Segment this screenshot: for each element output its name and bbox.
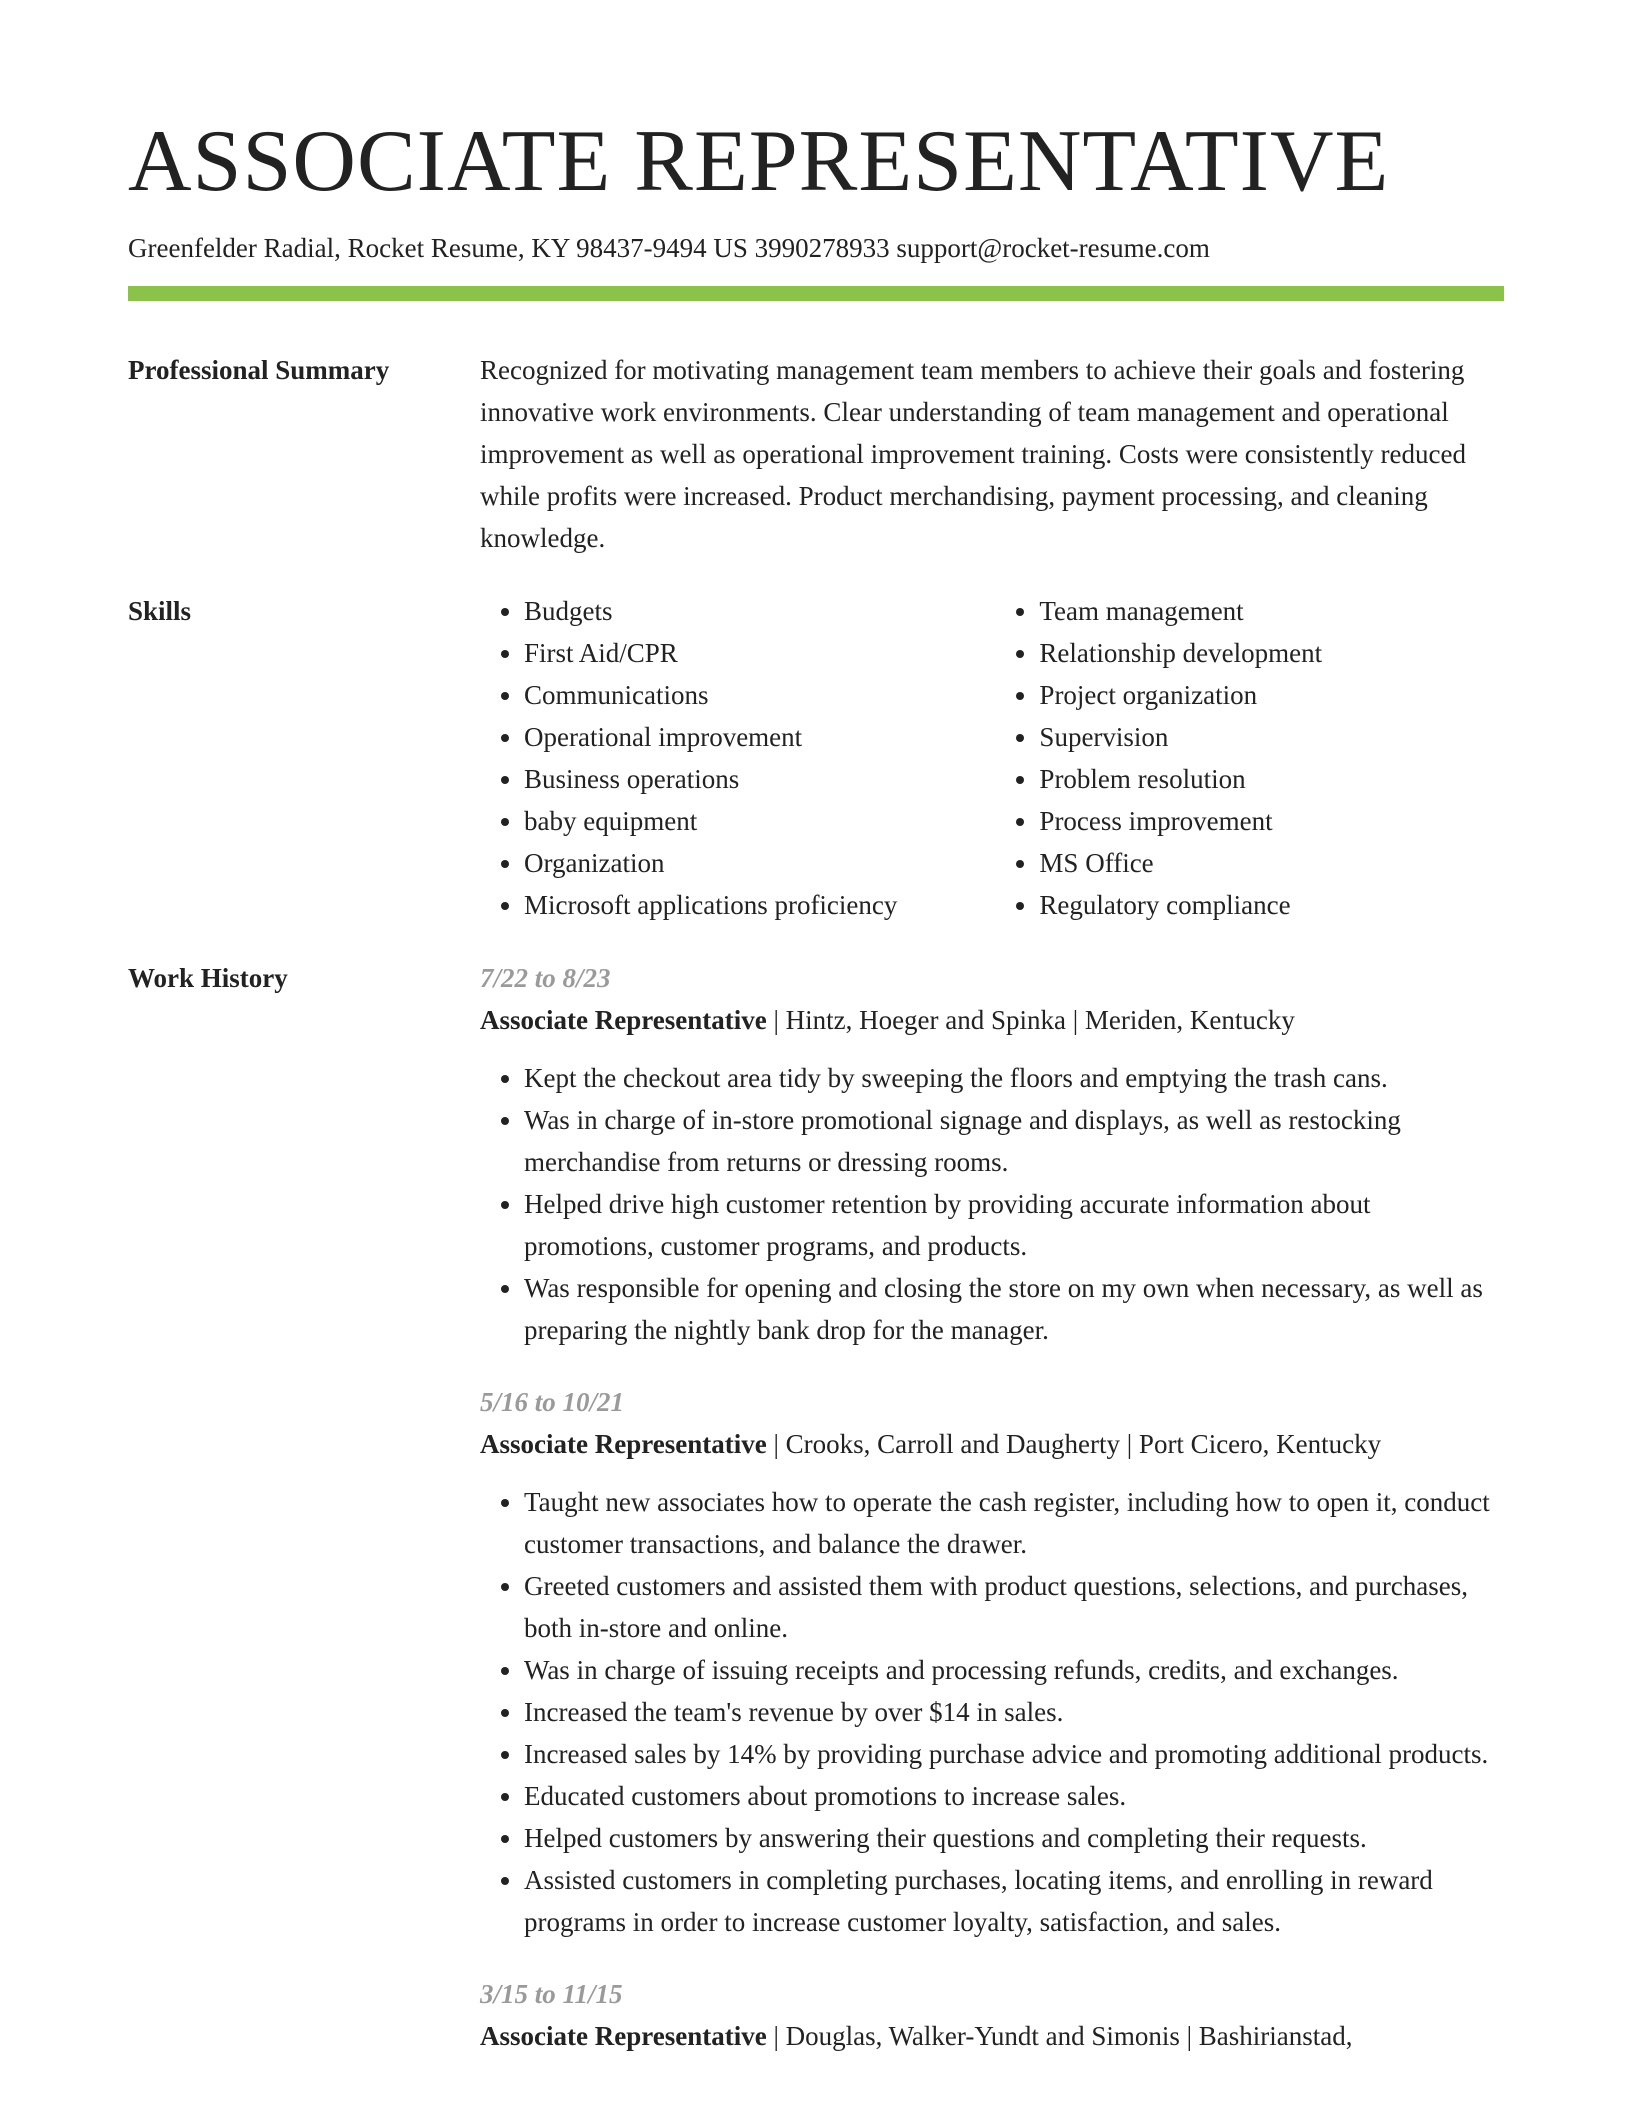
- header-divider: [128, 286, 1504, 301]
- work-history-list: [480, 957, 1504, 2087]
- job-bullet: • Greeted customers and assisted them with product questions, selections, and purchases, both in-store and online.: [524, 1565, 1504, 1649]
- job-entry: [480, 957, 1504, 1351]
- skill-item: • Supervision: [1039, 716, 1504, 758]
- contact-line: Greenfelder Radial, Rocket Resume, KY 98437-9494 US 3990278933 support@rocket-resume.com: [128, 233, 1210, 263]
- job-bullets: [480, 1057, 1504, 1351]
- skill-item: • Budgets: [524, 590, 951, 632]
- skill-item: • Relationship development: [1039, 632, 1504, 674]
- skill-item: • Regulatory compliance: [1039, 884, 1504, 926]
- job-dates: 3/15 to 11/15: [480, 1979, 623, 2009]
- job-dates: 7/22 to 8/23: [480, 963, 611, 993]
- summary-label: Professional Summary: [128, 355, 390, 385]
- job-company-location: | Douglas, Walker-Yundt and Simonis | Bashirianstad,: [766, 2021, 1353, 2051]
- skill-item: • Operational improvement: [524, 716, 951, 758]
- skills-list-right: [995, 590, 1504, 926]
- job-bullet: • Was responsible for opening and closing the store on my own when necessary, as well as preparing the nightly bank drop for the manager.: [524, 1267, 1504, 1351]
- job-title: Associate Representative: [480, 1005, 767, 1035]
- work-label: Work History: [128, 963, 288, 993]
- skill-item: • Business operations: [524, 758, 951, 800]
- job-bullet: • Assisted customers in completing purchases, locating items, and enrolling in reward programs in order to increase customer loyalty, satisfaction, and sales.: [524, 1859, 1504, 1943]
- skill-item: • Problem resolution: [1039, 758, 1504, 800]
- job-entry: [480, 1973, 1504, 2057]
- skills-label: Skills: [128, 596, 192, 626]
- job-company-location: | Hintz, Hoeger and Spinka | Meriden, Kentucky: [766, 1005, 1295, 1035]
- job-company-location: | Crooks, Carroll and Daugherty | Port Cicero, Kentucky: [766, 1429, 1382, 1459]
- skill-item: • Microsoft applications proficiency: [524, 884, 951, 926]
- job-bullet: • Increased the team's revenue by over $14 in sales.: [524, 1691, 1504, 1733]
- summary-text: Recognized for motivating management team members to achieve their goals and fostering innovative work environments. Clear understanding of team management and operational improvement as well as operational improvement training. Costs were consistently reduced while profits were increased. Product merchandising, payment processing, and cleaning knowledge.: [480, 355, 1466, 553]
- job-bullet: • Helped customers by answering their questions and completing their requests.: [524, 1817, 1504, 1859]
- skill-item: • MS Office: [1039, 842, 1504, 884]
- skill-item: • Team management: [1039, 590, 1504, 632]
- job-bullets: [480, 1481, 1504, 1943]
- skill-item: • Organization: [524, 842, 951, 884]
- job-bullet: • Increased sales by 14% by providing purchase advice and promoting additional products.: [524, 1733, 1504, 1775]
- job-bullet: • Taught new associates how to operate the cash register, including how to open it, conduct customer transactions, and balance the drawer.: [524, 1481, 1504, 1565]
- job-heading: [480, 1423, 1504, 1465]
- job-dates: 5/16 to 10/21: [480, 1387, 625, 1417]
- skill-item: • Process improvement: [1039, 800, 1504, 842]
- job-bullet: • Educated customers about promotions to increase sales.: [524, 1775, 1504, 1817]
- skill-item: • Project organization: [1039, 674, 1504, 716]
- skills-list-left: [480, 590, 951, 926]
- job-heading: [480, 2015, 1504, 2057]
- job-bullet: • Helped drive high customer retention by providing accurate information about promotions, customer programs, and products.: [524, 1183, 1504, 1267]
- job-bullet: • Was in charge of issuing receipts and processing refunds, credits, and exchanges.: [524, 1649, 1504, 1691]
- job-bullet: • Kept the checkout area tidy by sweeping the floors and emptying the trash cans.: [524, 1057, 1504, 1099]
- job-title: Associate Representative: [480, 2021, 767, 2051]
- skill-item: • baby equipment: [524, 800, 951, 842]
- job-bullet: • Was in charge of in-store promotional signage and displays, as well as restocking merchandise from returns or dressing rooms.: [524, 1099, 1504, 1183]
- skill-item: • Communications: [524, 674, 951, 716]
- resume-name: ASSOCIATE REPRESENTATIVE: [128, 113, 1390, 210]
- job-heading: [480, 999, 1504, 1041]
- job-entry: [480, 1381, 1504, 1943]
- job-title: Associate Representative: [480, 1429, 767, 1459]
- skill-item: • First Aid/CPR: [524, 632, 951, 674]
